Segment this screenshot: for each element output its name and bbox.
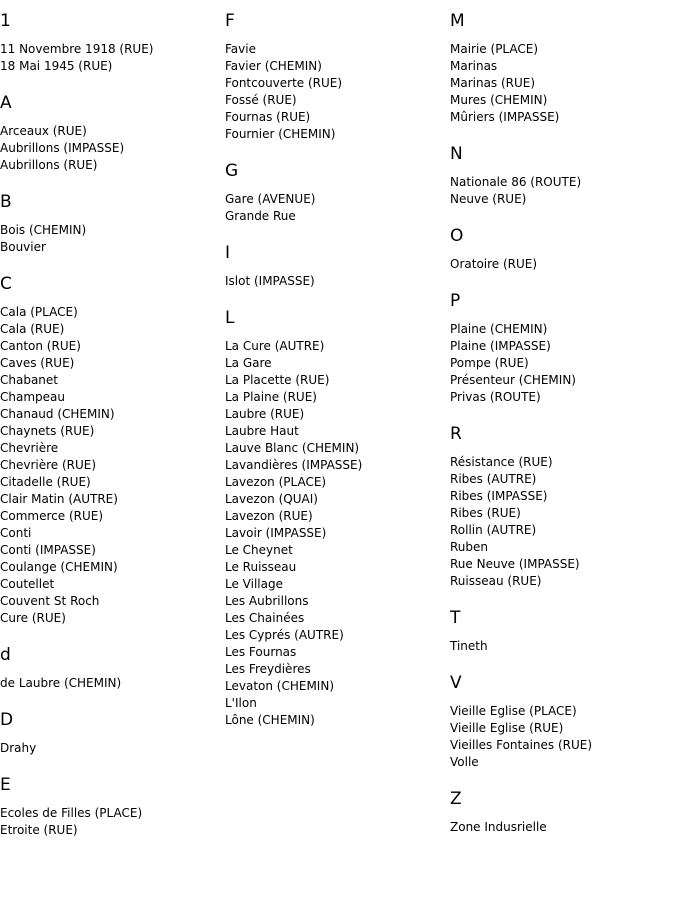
letter-group (450, 423, 670, 590)
street-item: Mûriers (IMPASSE) (450, 110, 560, 124)
street-item: Ribes (RUE) (450, 506, 521, 520)
street-item: Lavezon (QUAI) (225, 492, 318, 506)
street-item: Ribes (AUTRE) (450, 472, 537, 486)
letter-heading: L (225, 308, 235, 328)
street-item: La Cure (AUTRE) (225, 339, 325, 353)
street-item: Bois (CHEMIN) (0, 223, 87, 237)
street-item: Les Chainées (225, 611, 305, 625)
street-item: Marinas (450, 59, 498, 73)
street-item: Fossé (RUE) (225, 93, 297, 107)
street-item: Commerce (RUE) (0, 509, 104, 523)
letter-group (225, 307, 445, 729)
letter-group (0, 709, 220, 757)
street-item: Chaynets (RUE) (0, 424, 95, 438)
letter-heading: D (0, 710, 14, 730)
street-item: Laubre (RUE) (225, 407, 305, 421)
street-item: Zone Indusrielle (450, 820, 547, 834)
street-item: Lône (CHEMIN) (225, 713, 315, 727)
street-item: Laubre Haut (225, 424, 299, 438)
street-item: Ribes (IMPASSE) (450, 489, 548, 503)
street-item: Plaine (CHEMIN) (450, 322, 548, 336)
index-column (450, 10, 670, 853)
street-item: Neuve (RUE) (450, 192, 527, 206)
street-item: Drahy (0, 741, 37, 755)
street-item: Les Freydières (225, 662, 311, 676)
letter-heading: B (0, 192, 12, 212)
street-item: Arceaux (RUE) (0, 124, 87, 138)
letter-group (450, 672, 670, 771)
street-item: La Gare (225, 356, 272, 370)
letter-group (225, 160, 445, 225)
letter-group (0, 10, 220, 75)
street-item: Nationale 86 (ROUTE) (450, 175, 582, 189)
street-item: 11 Novembre 1918 (RUE) (0, 42, 154, 56)
letter-group (0, 774, 220, 839)
street-item: Cala (PLACE) (0, 305, 78, 319)
letter-group (450, 607, 670, 655)
street-item: 18 Mai 1945 (RUE) (0, 59, 113, 73)
letter-heading: E (0, 775, 11, 795)
letter-heading: G (225, 161, 239, 181)
street-item: Le Ruisseau (225, 560, 297, 574)
index-column (0, 10, 220, 856)
street-index (0, 10, 675, 910)
street-item: Fournier (CHEMIN) (225, 127, 336, 141)
street-item: Mairie (PLACE) (450, 42, 539, 56)
street-item: Rue Neuve (IMPASSE) (450, 557, 580, 571)
street-item: Lauve Blanc (CHEMIN) (225, 441, 360, 455)
street-item: Cure (RUE) (0, 611, 66, 625)
street-item: Clair Matin (AUTRE) (0, 492, 118, 506)
street-item: Levaton (CHEMIN) (225, 679, 334, 693)
street-item: Les Cyprés (AUTRE) (225, 628, 344, 642)
street-item: Lavoir (IMPASSE) (225, 526, 327, 540)
letter-heading: N (450, 144, 463, 164)
letter-group (0, 644, 220, 692)
street-item: Caves (RUE) (0, 356, 75, 370)
street-item: Coulange (CHEMIN) (0, 560, 118, 574)
street-item: Lavezon (PLACE) (225, 475, 327, 489)
letter-heading: R (450, 424, 462, 444)
letter-heading: Z (450, 789, 462, 809)
letter-group (0, 273, 220, 627)
street-item: Bouvier (0, 240, 46, 254)
street-item: Grande Rue (225, 209, 296, 223)
street-item: Ecoles de Filles (PLACE) (0, 806, 143, 820)
street-item: Chevrière (0, 441, 59, 455)
letter-group (450, 10, 670, 126)
letter-group (450, 143, 670, 208)
street-item: Canton (RUE) (0, 339, 81, 353)
letter-heading: I (225, 243, 231, 263)
letter-heading: d (0, 645, 11, 665)
street-item: Fournas (RUE) (225, 110, 311, 124)
street-item: Etroite (RUE) (0, 823, 78, 837)
street-item: Tineth (450, 639, 488, 653)
street-item: Vieilles Fontaines (RUE) (450, 738, 593, 752)
letter-heading: A (0, 93, 12, 113)
street-item: La Placette (RUE) (225, 373, 330, 387)
street-item: La Plaine (RUE) (225, 390, 317, 404)
street-item: Les Aubrillons (225, 594, 309, 608)
street-item: Conti (0, 526, 32, 540)
letter-heading: O (450, 226, 464, 246)
street-item: Ruben (450, 540, 489, 554)
letter-group (450, 290, 670, 406)
street-item: Gare (AVENUE) (225, 192, 316, 206)
letter-heading: T (450, 608, 461, 628)
letter-group (450, 225, 670, 273)
letter-group (225, 242, 445, 290)
street-item: Vieille Eglise (RUE) (450, 721, 564, 735)
street-item: Présenteur (CHEMIN) (450, 373, 576, 387)
street-item: L'Ilon (225, 696, 257, 710)
letter-heading: C (0, 274, 12, 294)
index-column (225, 10, 445, 746)
street-item: Chevrière (RUE) (0, 458, 97, 472)
street-item: Lavezon (RUE) (225, 509, 313, 523)
street-item: Le Village (225, 577, 283, 591)
street-item: Ruisseau (RUE) (450, 574, 542, 588)
street-item: Aubrillons (IMPASSE) (0, 141, 125, 155)
street-item: Le Cheynet (225, 543, 293, 557)
letter-heading: F (225, 11, 235, 31)
street-item: Vieille Eglise (PLACE) (450, 704, 577, 718)
street-item: Volle (450, 755, 479, 769)
street-item: Lavandières (IMPASSE) (225, 458, 363, 472)
street-item: Couvent St Roch (0, 594, 100, 608)
street-item: Résistance (RUE) (450, 455, 553, 469)
letter-group (225, 10, 445, 143)
street-item: Coutellet (0, 577, 55, 591)
street-item: Pompe (RUE) (450, 356, 529, 370)
street-item: Aubrillons (RUE) (0, 158, 98, 172)
letter-group (0, 92, 220, 174)
street-item: Cala (RUE) (0, 322, 65, 336)
street-item: Oratoire (RUE) (450, 257, 538, 271)
street-item: Chanaud (CHEMIN) (0, 407, 115, 421)
letter-heading: M (450, 11, 465, 31)
letter-heading: 1 (0, 11, 11, 31)
letter-heading: V (450, 673, 462, 693)
street-item: Islot (IMPASSE) (225, 274, 315, 288)
street-item: Mures (CHEMIN) (450, 93, 548, 107)
street-item: Conti (IMPASSE) (0, 543, 96, 557)
street-item: Champeau (0, 390, 65, 404)
street-item: Fontcouverte (RUE) (225, 76, 343, 90)
street-item: Les Fournas (225, 645, 297, 659)
street-item: Favier (CHEMIN) (225, 59, 322, 73)
street-item: Privas (ROUTE) (450, 390, 541, 404)
street-item: Citadelle (RUE) (0, 475, 91, 489)
street-item: Chabanet (0, 373, 59, 387)
letter-group (0, 191, 220, 256)
street-item: Plaine (IMPASSE) (450, 339, 551, 353)
letter-group (450, 788, 670, 836)
street-item: de Laubre (CHEMIN) (0, 676, 122, 690)
street-item: Rollin (AUTRE) (450, 523, 537, 537)
street-item: Favie (225, 42, 256, 56)
letter-heading: P (450, 291, 461, 311)
street-item: Marinas (RUE) (450, 76, 536, 90)
